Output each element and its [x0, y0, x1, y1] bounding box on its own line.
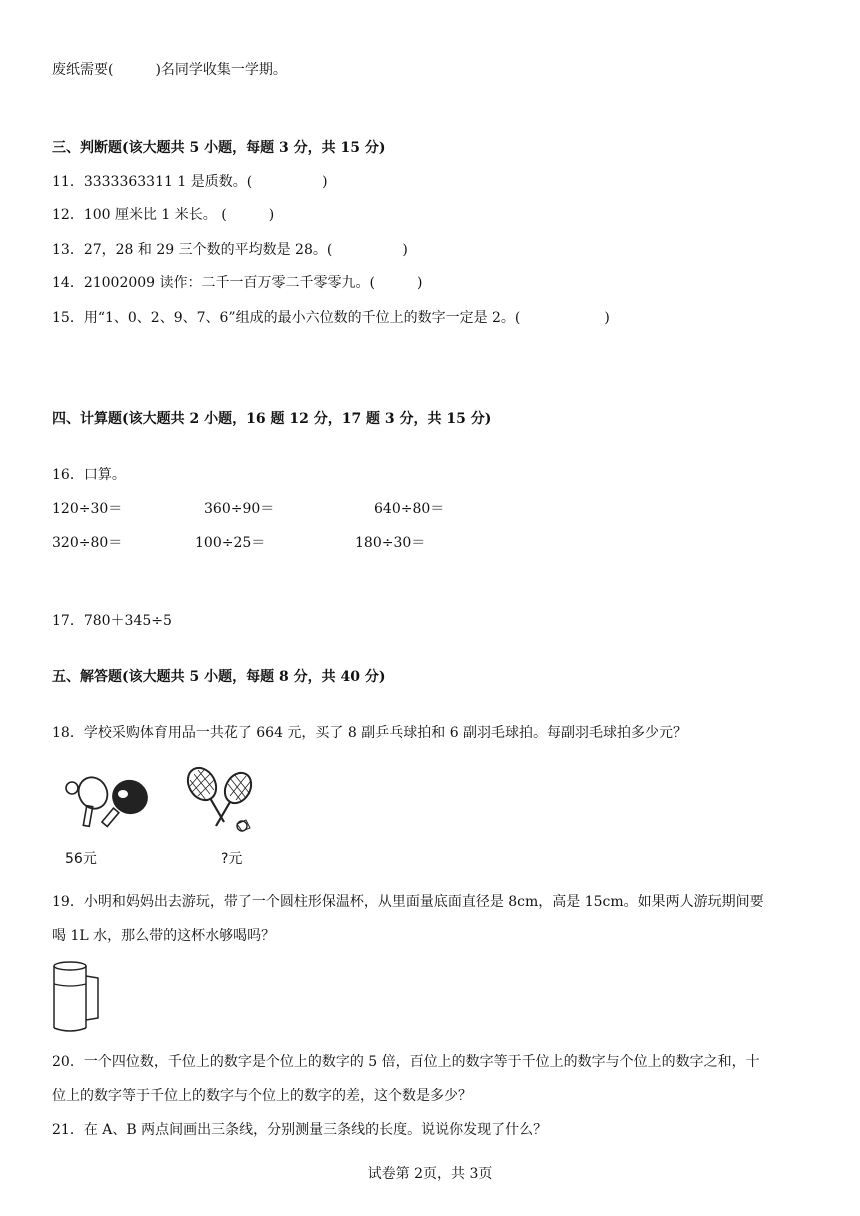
page-footer: 试卷第 2页，共 3页 — [367, 1166, 493, 1182]
question-20-line2: 位上的数字等于千位上的数字与个位上的数字的差，这个数是多少？ — [52, 1088, 472, 1104]
calc-item: 640÷80＝ — [374, 501, 445, 517]
badminton-rackets-icon — [180, 764, 260, 840]
section5-heading: 五、解答题(该大题共 5 小题，每题 8 分，共 40 分) — [52, 669, 386, 685]
question-15: 15．用“1、0、2、9、7、6”组成的最小六位数的千位上的数字一定是 2。( ) — [52, 310, 610, 326]
section4-heading: 四、计算题(该大题共 2 小题，16 题 12 分，17 题 3 分，共 15 分) — [52, 411, 492, 427]
calc-item: 360÷90＝ — [204, 501, 275, 517]
calc-item: 320÷80＝ — [52, 535, 123, 551]
question-20-line1: 20．一个四位数，千位上的数字是个位上的数字的 5 倍，百位上的数字等于千位上的数字与个位上的数字之和，十 — [52, 1054, 760, 1070]
question-16: 16．口算。 — [52, 467, 126, 483]
calc-item: 180÷30＝ — [355, 535, 426, 551]
badminton-price-label: ?元 — [221, 851, 243, 867]
section3-heading: 三、判断题(该大题共 5 小题，每题 3 分，共 15 分) — [52, 140, 386, 156]
question-19-line2: 喝 1L 水，那么带的这杯水够喝吗？ — [52, 928, 276, 944]
question-17: 17．780＋345÷5 — [52, 613, 172, 629]
question-18: 18．学校采购体育用品一共花了 664 元，买了 8 副乒乓球拍和 6 副羽毛球拍。每副羽毛球拍多少元？ — [52, 725, 688, 741]
question-11: 11．3333363311 1 是质数。( ) — [52, 174, 328, 190]
question-19-line1: 19．小明和妈妈出去游玩，带了一个圆柱形保温杯，从里面量底面直径是 8cm，高是 15cm。如果两人游玩期间要 — [52, 894, 764, 910]
top-line: 废纸需要( )名同学收集一学期。 — [52, 62, 287, 78]
question-12: 12．100 厘米比 1 米长。 ( ) — [52, 207, 275, 223]
calc-item: 120÷30＝ — [52, 501, 123, 517]
ping-pong-paddles-icon — [60, 770, 160, 836]
pingpong-price-label: 56元 — [65, 851, 97, 867]
question-13: 13．27，28 和 29 三个数的平均数是 28。( ) — [52, 242, 408, 258]
cup-icon — [50, 958, 108, 1034]
calc-item: 100÷25＝ — [195, 535, 266, 551]
question-21: 21．在 A、B 两点间画出三条线，分别测量三条线的长度。说说你发现了什么？ — [52, 1122, 548, 1138]
question-14: 14．21002009 读作：二千一百万零二千零零九。( ) — [52, 275, 423, 291]
